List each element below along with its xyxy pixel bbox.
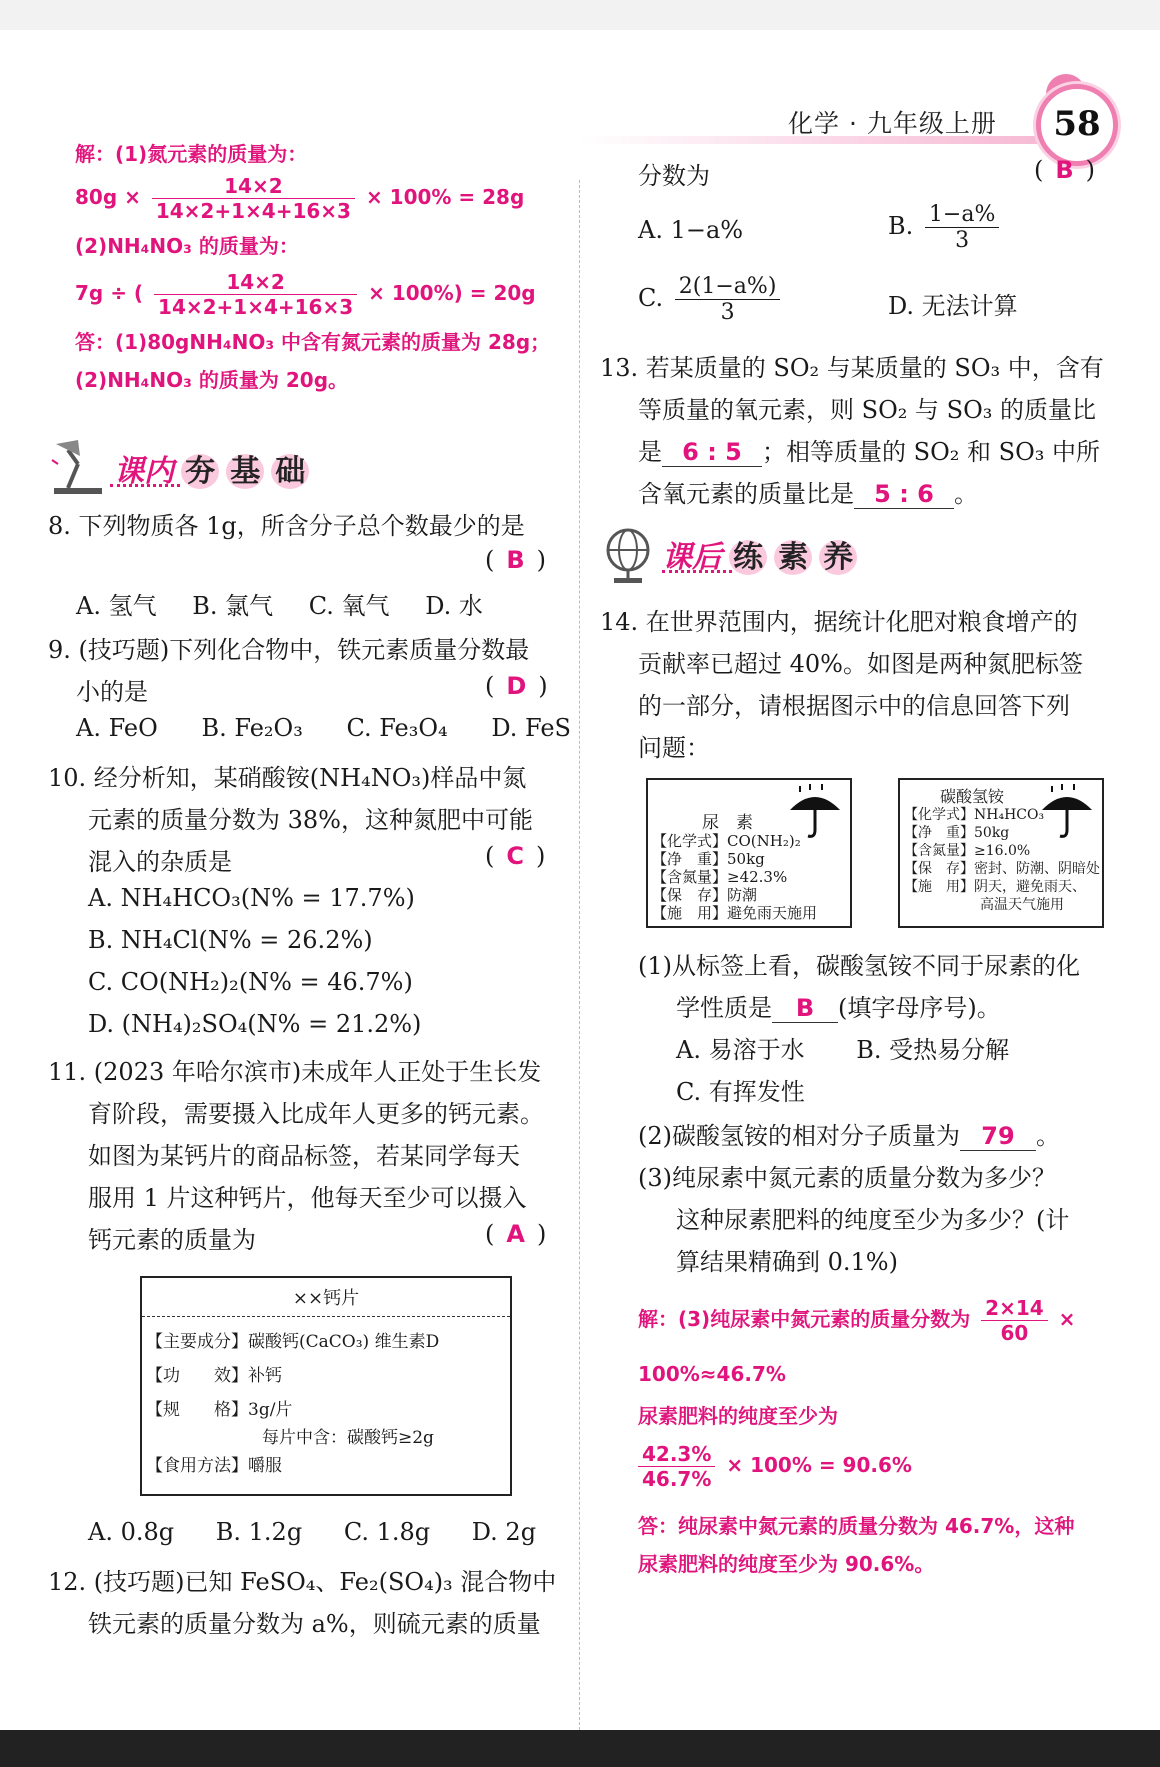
label-row: 【施 用】避免雨天施用 <box>652 904 818 922</box>
option-a: A. 0.8g <box>88 1518 175 1546</box>
label-row: 每片中含：碳酸钙≥2g <box>262 1428 434 1448</box>
question-14-part-2 <box>638 1116 1060 1151</box>
section-title-char: 练 <box>729 540 767 575</box>
text: 解：(3)纯尿素中氮元素的质量分数为 <box>638 1307 971 1331</box>
solution-formula <box>75 270 536 319</box>
question-8-options <box>76 586 483 621</box>
fraction-denominator: 3 <box>720 300 735 325</box>
answer-value: D <box>506 672 527 700</box>
question-14-stem: 的一部分，请根据图示中的信息回答下列 <box>638 692 1070 720</box>
label-row: 【功 效】补钙 <box>146 1366 282 1386</box>
question-11-answer: ( A ) <box>485 1220 547 1248</box>
fraction-numerator: 1−a% <box>925 202 999 228</box>
solution-answer-line: 答：(1)80gNH₄NO₃ 中含有氮元素的质量为 28g； <box>75 330 551 354</box>
question-14-stem: 贡献率已超过 40%。如图是两种氮肥标签 <box>638 650 1083 678</box>
section-heading-practice <box>600 524 900 584</box>
ammonium-bicarbonate-label <box>898 778 1104 928</box>
option-label: C. <box>638 284 664 312</box>
section-title-char: 养 <box>819 540 857 575</box>
text: 是 <box>638 438 662 466</box>
fraction-denominator: 14×2+1×4+16×3 <box>158 295 354 319</box>
section-title-char: 素 <box>774 540 812 575</box>
top-margin <box>0 0 1160 30</box>
label-row: 【保 存】密封、防潮、阴暗处 <box>904 861 1100 877</box>
label-row: 高温天气施用 <box>980 897 1064 913</box>
question-14-part-3: 这种尿素肥料的纯度至少为多少？(计 <box>676 1206 1070 1234</box>
option-b: B. Fe₂O₃ <box>201 714 303 742</box>
question-12-stem: 分数为 <box>638 162 710 190</box>
fraction <box>925 202 999 253</box>
text: ；相等质量的 SO₂ 和 SO₃ 中所 <box>762 438 1100 466</box>
option-d: D. (NH₄)₂SO₄(N% = 21.2%) <box>88 1010 422 1038</box>
fraction-numerator: 42.3% <box>638 1442 715 1467</box>
answer-blank: 79 <box>960 1122 1036 1151</box>
formula-suffix: × 100% = 28g <box>365 185 525 209</box>
question-8-answer: ( B ) <box>485 546 547 574</box>
label-row: 【规 格】3g/片 <box>146 1400 293 1420</box>
fraction-numerator: 2(1−a%) <box>675 274 781 300</box>
text: (填字母序号)。 <box>838 994 1001 1022</box>
text: 学性质是 <box>676 994 772 1022</box>
question-14-stem: 14. 在世界范围内，据统计化肥对粮食增产的 <box>600 608 1078 636</box>
option-a: A. 1−a% <box>638 216 744 244</box>
fraction <box>152 174 355 223</box>
question-10-stem: 10. 经分析知，某硝酸铵(NH₄NO₃)样品中氮 <box>48 764 527 792</box>
solution-line: 100%≈46.7% <box>638 1362 786 1386</box>
label-row: 【主要成分】碳酸钙(CaCO₃) 维生素D <box>146 1332 440 1352</box>
formula-prefix: 80g × <box>75 185 141 209</box>
solution-line: 尿素肥料的纯度至少为 <box>638 1404 838 1428</box>
question-11-stem: 钙元素的质量为 <box>88 1226 256 1254</box>
option-b: B. 受热易分解 <box>856 1036 1010 1064</box>
option-c: C. 氧气 <box>308 592 390 620</box>
fraction-denominator: 3 <box>955 228 970 253</box>
question-12-stem: 12. (技巧题)已知 FeSO₄、Fe₂(SO₄)₃ 混合物中 <box>48 1568 557 1596</box>
question-8-stem: 8. 下列物质各 1g，所含分子总个数最少的是 <box>48 512 525 540</box>
textbook-page <box>0 30 1160 1730</box>
answer-value: B <box>506 546 525 574</box>
question-13-stem: 13. 若某质量的 SO₂ 与某质量的 SO₃ 中，含有 <box>600 354 1104 382</box>
answer-blank: 6 : 5 <box>662 438 762 467</box>
label-row: 【含氮量】≥16.0% <box>904 843 1031 859</box>
section-underline <box>110 484 180 487</box>
label-title: 碳酸氢铵 <box>940 787 1005 806</box>
label-row: 【化学式】NH₄HCO₃ <box>904 807 1045 823</box>
fraction-denominator: 46.7% <box>642 1467 712 1491</box>
option-b: B. 1.2g <box>215 1518 303 1546</box>
option-a: A. FeO <box>76 714 158 742</box>
question-10-stem: 元素的质量分数为 38%，这种氮肥中可能 <box>88 806 533 834</box>
fraction-denominator: 14×2+1×4+16×3 <box>155 199 351 223</box>
option-a: A. NH₄HCO₃(N% = 17.7%) <box>88 884 415 912</box>
option-b: B. 氯气 <box>192 592 274 620</box>
fraction-numerator: 14×2 <box>152 174 355 199</box>
section-underline <box>662 570 732 573</box>
question-10-stem: 混入的杂质是 <box>88 848 232 876</box>
answer-value: A <box>506 1220 525 1248</box>
section-heading-basics <box>48 438 348 498</box>
section-title-char: 夯 <box>181 454 219 489</box>
header-title: 化学 · 九年级上册 <box>788 109 997 138</box>
fraction <box>154 270 357 319</box>
option-d: D. 2g <box>471 1518 537 1546</box>
solution-formula <box>75 174 524 223</box>
label-row: 【净 重】50kg <box>904 825 1010 841</box>
option-b <box>888 202 1003 253</box>
answer-blank: 5 : 6 <box>854 480 954 509</box>
option-label: B. <box>888 212 914 240</box>
fraction-denominator: 60 <box>1000 1321 1029 1345</box>
question-13-stem <box>638 432 1100 467</box>
option-d: D. 水 <box>425 592 483 620</box>
question-12-stem: 铁元素的质量分数为 a%，则硫元素的质量 <box>88 1610 541 1638</box>
answer-value: B <box>1055 156 1074 184</box>
bottom-bar <box>0 1730 1160 1767</box>
question-14-part-1 <box>676 988 1001 1023</box>
fraction <box>981 1296 1048 1345</box>
answer-blank: B <box>772 994 838 1023</box>
question-9-options <box>76 714 571 742</box>
section-title: 课后 <box>662 540 722 575</box>
question-9-stem: 9. (技巧题)下列化合物中，铁元素质量分数最 <box>48 636 530 664</box>
option-d: D. 无法计算 <box>888 292 1018 320</box>
page-number: 58 <box>1036 84 1118 166</box>
question-14-part-3: 算结果精确到 0.1%) <box>676 1248 898 1276</box>
question-13-stem: 等质量的氧元素，则 SO₂ 与 SO₃ 的质量比 <box>638 396 1096 424</box>
fraction-numerator: 14×2 <box>154 270 357 295</box>
fraction-numerator: 2×14 <box>981 1296 1048 1321</box>
solution-line: 解：(1)氮元素的质量为： <box>75 142 308 166</box>
solution-formula <box>638 1296 1075 1345</box>
text: (2)碳酸氢铵的相对分子质量为 <box>638 1122 960 1150</box>
solution-answer-line: 尿素肥料的纯度至少为 90.6%。 <box>638 1552 935 1576</box>
question-13-stem <box>638 474 978 509</box>
fraction <box>675 274 781 325</box>
solution-answer-line: 答：纯尿素中氮元素的质量分数为 46.7%，这种 <box>638 1514 1075 1538</box>
answer-value: C <box>506 842 524 870</box>
label-title: ××钙片 <box>142 1278 510 1317</box>
option-c: C. 有挥发性 <box>676 1078 805 1106</box>
option-b: B. NH₄Cl(N% = 26.2%) <box>88 926 373 954</box>
question-11-stem: 如图为某钙片的商品标签，若某同学每天 <box>88 1142 520 1170</box>
text: × 100% = 90.6% <box>726 1453 912 1477</box>
text: × <box>1058 1307 1076 1331</box>
formula-suffix: × 100%) = 20g <box>368 281 536 305</box>
section-title-char: 基 <box>226 454 264 489</box>
text: 含氧元素的质量比是 <box>638 480 854 508</box>
label-row: 【食用方法】嚼服 <box>146 1456 282 1476</box>
question-11-stem: 11. (2023 年哈尔滨市)未成年人正处于生长发 <box>48 1058 542 1086</box>
formula-prefix: 7g ÷ ( <box>75 281 144 305</box>
question-12-answer: ( B ) <box>1034 156 1096 184</box>
solution-line: (2)NH₄NO₃ 的质量为： <box>75 234 299 258</box>
question-9-stem: 小的是 <box>76 678 148 706</box>
solution-formula <box>638 1442 912 1491</box>
option-a: A. 易溶于水 <box>676 1036 805 1064</box>
question-14-part-1: (1)从标签上看，碳酸氢铵不同于尿素的化 <box>638 952 1080 980</box>
fraction <box>638 1442 715 1491</box>
option-a: A. 氢气 <box>76 592 157 620</box>
desk-lamp-icon <box>48 438 108 498</box>
question-14-options <box>676 1030 1009 1065</box>
question-10-answer: ( C ) <box>485 842 546 870</box>
question-14-part-3: (3)纯尿素中氮元素的质量分数为多少？ <box>638 1164 1056 1192</box>
label-title: 尿 素 <box>702 813 753 833</box>
option-c: C. Fe₃O₄ <box>346 714 448 742</box>
label-row: 【化学式】CO(NH₂)₂ <box>652 832 801 850</box>
label-row: 【保 存】防潮 <box>652 886 758 904</box>
calcium-tablet-label <box>140 1276 512 1496</box>
question-14-stem: 问题： <box>638 734 710 762</box>
question-11-stem: 育阶段，需要摄入比成年人更多的钙元素。 <box>88 1100 544 1128</box>
question-9-answer: ( D ) <box>485 672 548 700</box>
urea-label <box>646 778 852 928</box>
section-title-char: 础 <box>271 454 309 489</box>
option-c: C. CO(NH₂)₂(N% = 46.7%) <box>88 968 413 996</box>
question-11-options <box>88 1518 536 1546</box>
label-row: 【含氮量】≥42.3% <box>652 868 788 886</box>
text: 。 <box>954 480 978 508</box>
label-row: 【净 重】50kg <box>652 850 765 868</box>
globe-icon <box>600 524 656 584</box>
question-11-stem: 服用 1 片这种钙片，他每天至少可以摄入 <box>88 1184 527 1212</box>
column-divider <box>579 180 580 1730</box>
text: 。 <box>1036 1122 1060 1150</box>
label-row: 【施 用】阴天，避免雨天、 <box>904 879 1086 895</box>
section-title: 课内 <box>114 454 174 489</box>
option-d: D. FeS <box>491 714 571 742</box>
solution-answer-line: (2)NH₄NO₃ 的质量为 20g。 <box>75 368 349 392</box>
option-c <box>638 274 784 325</box>
option-c: C. 1.8g <box>343 1518 431 1546</box>
